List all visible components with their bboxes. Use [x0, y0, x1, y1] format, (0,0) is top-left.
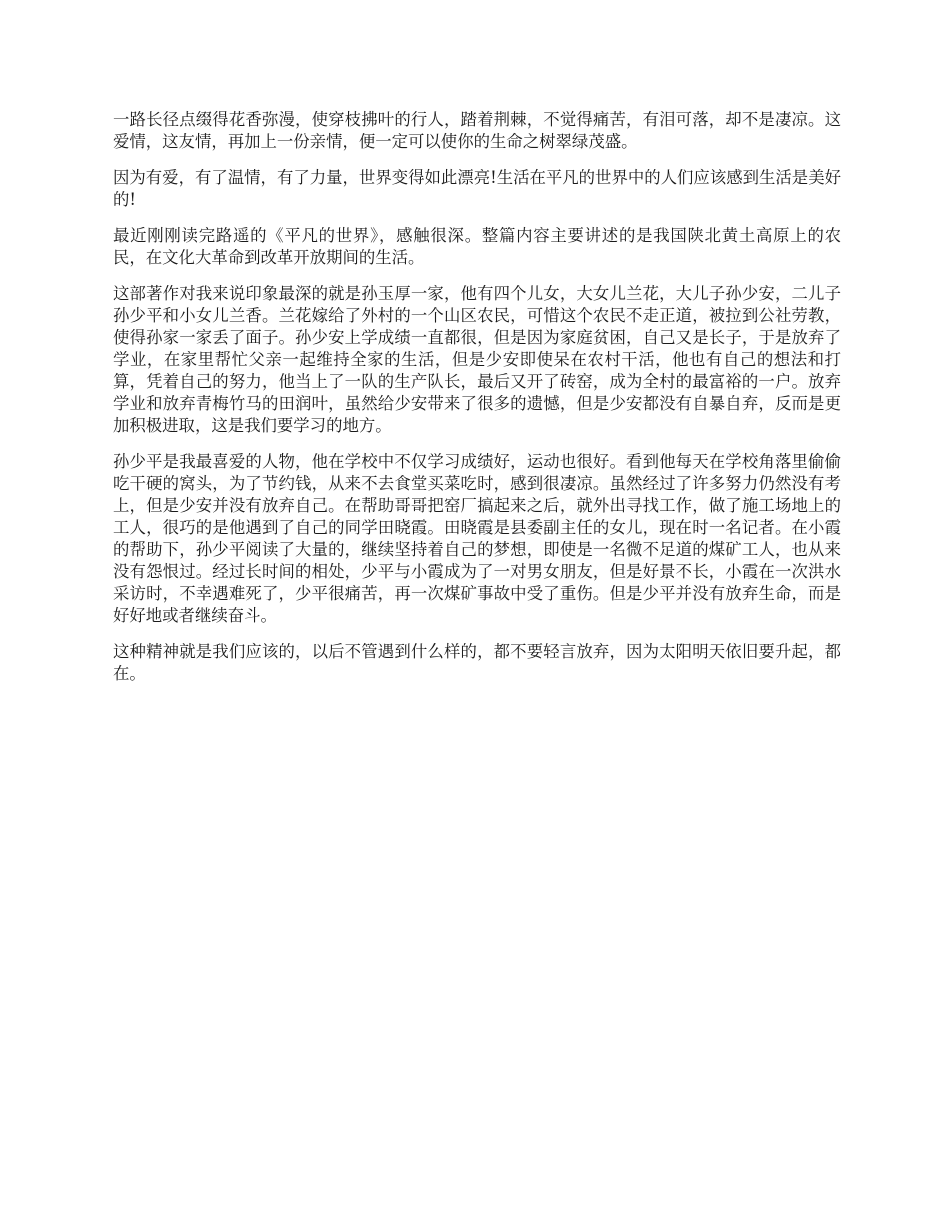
- paragraph: 因为有爱，有了温情，有了力量，世界变得如此漂亮!生活在平凡的世界中的人们应该感到生活是美好的!: [113, 168, 841, 209]
- document-body: [113, 109, 841, 699]
- paragraph: 一路长径点缀得花香弥漫，使穿枝拂叶的行人，踏着荆棘，不觉得痛苦，有泪可落，却不是凄凉。这爱情，这友情，再加上一份亲情，便一定可以使你的生命之树翠绿茂盛。: [113, 110, 841, 151]
- paragraph: 孙少平是我最喜爱的人物，他在学校中不仅学习成绩好，运动也很好。看到他每天在学校角落里偷偷吃干硬的窝头，为了节约钱，从来不去食堂买菜吃时，感到很凄凉。虽然经过了许多努力仍然没有考上，但是少安并没有放弃自己。在帮助哥哥把窑厂搞起来之后，就外出寻找工作，做了施工场地上的工人，很巧的是他遇到了自己的同学田晓霞。田晓霞是县委副主任的女儿，现在时一名记者。在小霞的帮助下，孙少平阅读了大量的，继续坚持着自己的梦想，即使是一名微不足道的煤矿工人，也从来没有怨恨过。经过长时间的相处，少平与小霞成为了一对男女朋友，但是好景不长，小霞在一次洪水采访时，不幸遇难死了，少平很痛苦，再一次煤矿事故中受了重伤。但是少平并没有放弃生命，而是好好地或者继续奋斗。: [113, 452, 841, 625]
- paragraph: 这种精神就是我们应该的，以后不管遇到什么样的，都不要轻言放弃，因为太阳明天依旧要升起，都在。: [113, 642, 841, 683]
- paragraph: 最近刚刚读完路遥的《平凡的世界》，感触很深。整篇内容主要讲述的是我国陕北黄土高原上的农民，在文化大革命到改革开放期间的生活。: [113, 226, 841, 267]
- paragraph: 这部著作对我来说印象最深的就是孙玉厚一家，他有四个儿女，大女儿兰花，大儿子孙少安，二儿子孙少平和小女儿兰香。兰花嫁给了外村的一个山区农民，可惜这个农民不走正道，被拉到公社劳教，使得孙家一家丢了面子。孙少安上学成绩一直都很，但是因为家庭贫困，自己又是长子，于是放弃了学业，在家里帮忙父亲一起维持全家的生活，但是少安即使呆在农村干活，他也有自己的想法和打算，凭着自己的努力，他当上了一队的生产队长，最后又开了砖窑，成为全村的最富裕的一户。放弃学业和放弃青梅竹马的田润叶，虽然给少安带来了很多的遗憾，但是少安都没有自暴自弃，反而是更加积极进取，这是我们要学习的地方。: [113, 284, 841, 435]
